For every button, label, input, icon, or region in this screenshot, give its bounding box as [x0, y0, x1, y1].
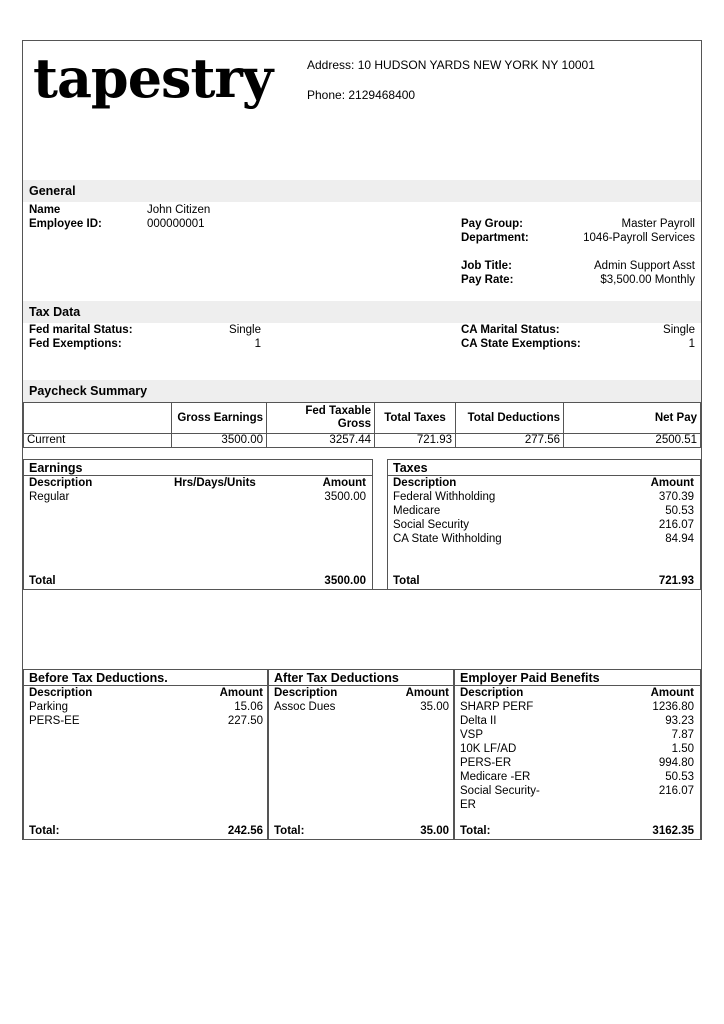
department: 1046-Payroll Services [583, 232, 695, 244]
section-divider [23, 589, 701, 590]
ca-marital-label: CA Marital Status: [461, 324, 560, 336]
taxes-item-desc: CA State Withholding [393, 533, 502, 545]
employer-item-desc: 10K LF/AD [460, 743, 517, 755]
pay-group-label: Pay Group: [461, 218, 523, 230]
taxes-item-amount: 216.07 [658, 519, 694, 531]
summary-total-taxes: 721.93 [375, 434, 456, 448]
summary-header-total-deductions: Total Deductions [456, 403, 564, 434]
employer-benefits-box [454, 669, 701, 840]
before-tax-total: 242.56 [227, 825, 263, 837]
employer-item-desc: Delta II [460, 715, 497, 727]
taxes-col-amount: Amount [650, 477, 694, 489]
earnings-item-desc: Regular [29, 491, 70, 503]
earnings-total: 3500.00 [324, 575, 366, 587]
before-tax-item-amount: 15.06 [234, 701, 263, 713]
taxes-col-description: Description [393, 477, 457, 489]
employer-item-desc: VSP [460, 729, 484, 741]
employer-item-desc: ER [460, 799, 476, 811]
name-label: Name [29, 204, 61, 216]
ca-exemptions: 1 [688, 338, 695, 350]
summary-header-row [24, 403, 701, 434]
summary-net-pay: 2500.51 [564, 434, 701, 448]
employer-col-description: Description [460, 687, 524, 699]
taxes-item-amount: 50.53 [665, 505, 694, 517]
after-tax-title: After Tax Deductions [274, 671, 399, 685]
ca-exemptions-label: CA State Exemptions: [461, 338, 581, 350]
employer-item-amount: 994.80 [658, 757, 694, 769]
fed-marital-status: Single [229, 324, 261, 336]
earnings-box [23, 459, 373, 590]
summary-fed-taxable: 3257.44 [267, 434, 375, 448]
before-tax-col-description: Description [29, 687, 93, 699]
before-tax-title: Before Tax Deductions. [29, 671, 168, 685]
job-title-label: Job Title: [461, 260, 512, 272]
taxes-title: Taxes [393, 461, 428, 475]
employee-id-label: Employee ID: [29, 218, 102, 230]
fed-marital-label: Fed marital Status: [29, 324, 133, 336]
before-tax-item-desc: PERS-EE [29, 715, 80, 727]
employer-item-desc: Medicare -ER [460, 771, 531, 783]
after-tax-box [268, 669, 454, 840]
taxes-item-amount: 84.94 [665, 533, 694, 545]
before-tax-box [23, 669, 268, 840]
after-tax-col-amount: Amount [405, 687, 449, 699]
summary-current-row [24, 434, 701, 448]
taxes-item-desc: Medicare [393, 505, 441, 517]
earnings-col-description: Description [29, 477, 93, 489]
company-logo: tapestry [33, 46, 273, 110]
ca-marital-status: Single [663, 324, 695, 336]
fed-exemptions: 1 [254, 338, 261, 350]
earnings-col-hrs: Hrs/Days/Units [174, 477, 256, 489]
tax-data-section-title: Tax Data [23, 301, 701, 323]
employer-item-desc: Social Security- [460, 785, 540, 797]
after-tax-total-label: Total: [274, 825, 305, 837]
employee-name: John Citizen [147, 204, 211, 216]
before-tax-total-label: Total: [29, 825, 60, 837]
summary-total-deductions: 277.56 [456, 434, 564, 448]
general-section-title: General [23, 180, 701, 202]
summary-header-gross: Gross Earnings [172, 403, 267, 434]
earnings-item-amount: 3500.00 [324, 491, 366, 503]
employer-col-amount: Amount [650, 687, 694, 699]
employer-item-amount: 1.50 [671, 743, 694, 755]
employee-id: 000000001 [147, 218, 205, 230]
paycheck-summary-title: Paycheck Summary [23, 380, 701, 402]
summary-header-fed-taxable: Fed Taxable Gross [267, 403, 375, 434]
summary-header-blank [24, 403, 172, 434]
taxes-total-label: Total [393, 575, 420, 587]
employer-item-amount: 93.23 [665, 715, 694, 727]
paycheck-summary-table [23, 402, 701, 448]
employer-item-amount: 50.53 [665, 771, 694, 783]
job-title: Admin Support Asst [594, 260, 695, 272]
taxes-item-desc: Social Security [393, 519, 470, 531]
taxes-item-desc: Federal Withholding [393, 491, 496, 503]
before-tax-item-desc: Parking [29, 701, 68, 713]
company-phone: Phone: 2129468400 [307, 88, 416, 102]
paystub-page [22, 40, 702, 840]
before-tax-item-amount: 227.50 [227, 715, 263, 727]
earnings-col-amount: Amount [322, 477, 366, 489]
summary-period: Current [24, 434, 172, 448]
pay-rate-label: Pay Rate: [461, 274, 514, 286]
employer-item-desc: PERS-ER [460, 757, 512, 769]
department-label: Department: [461, 232, 529, 244]
employer-item-amount: 216.07 [658, 785, 694, 797]
pay-rate: $3,500.00 Monthly [600, 274, 695, 286]
fed-exemptions-label: Fed Exemptions: [29, 338, 122, 350]
taxes-box [387, 459, 701, 590]
employer-item-desc: SHARP PERF [460, 701, 534, 713]
after-tax-total: 35.00 [420, 825, 449, 837]
taxes-total: 721.93 [658, 575, 694, 587]
earnings-title: Earnings [29, 461, 83, 475]
employer-benefits-title: Employer Paid Benefits [460, 671, 600, 685]
employer-total: 3162.35 [652, 825, 694, 837]
company-address: Address: 10 HUDSON YARDS NEW YORK NY 10001 [307, 58, 595, 72]
employer-item-amount: 1236.80 [652, 701, 694, 713]
pay-group: Master Payroll [621, 218, 695, 230]
after-tax-item-amount: 35.00 [420, 701, 449, 713]
after-tax-col-description: Description [274, 687, 338, 699]
summary-header-net-pay: Net Pay [564, 403, 701, 434]
taxes-item-amount: 370.39 [658, 491, 694, 503]
summary-header-total-taxes: Total Taxes [375, 403, 456, 434]
summary-gross: 3500.00 [172, 434, 267, 448]
after-tax-item-desc: Assoc Dues [274, 701, 336, 713]
employer-total-label: Total: [460, 825, 491, 837]
employer-item-amount: 7.87 [671, 729, 694, 741]
before-tax-col-amount: Amount [219, 687, 263, 699]
earnings-total-label: Total [29, 575, 56, 587]
